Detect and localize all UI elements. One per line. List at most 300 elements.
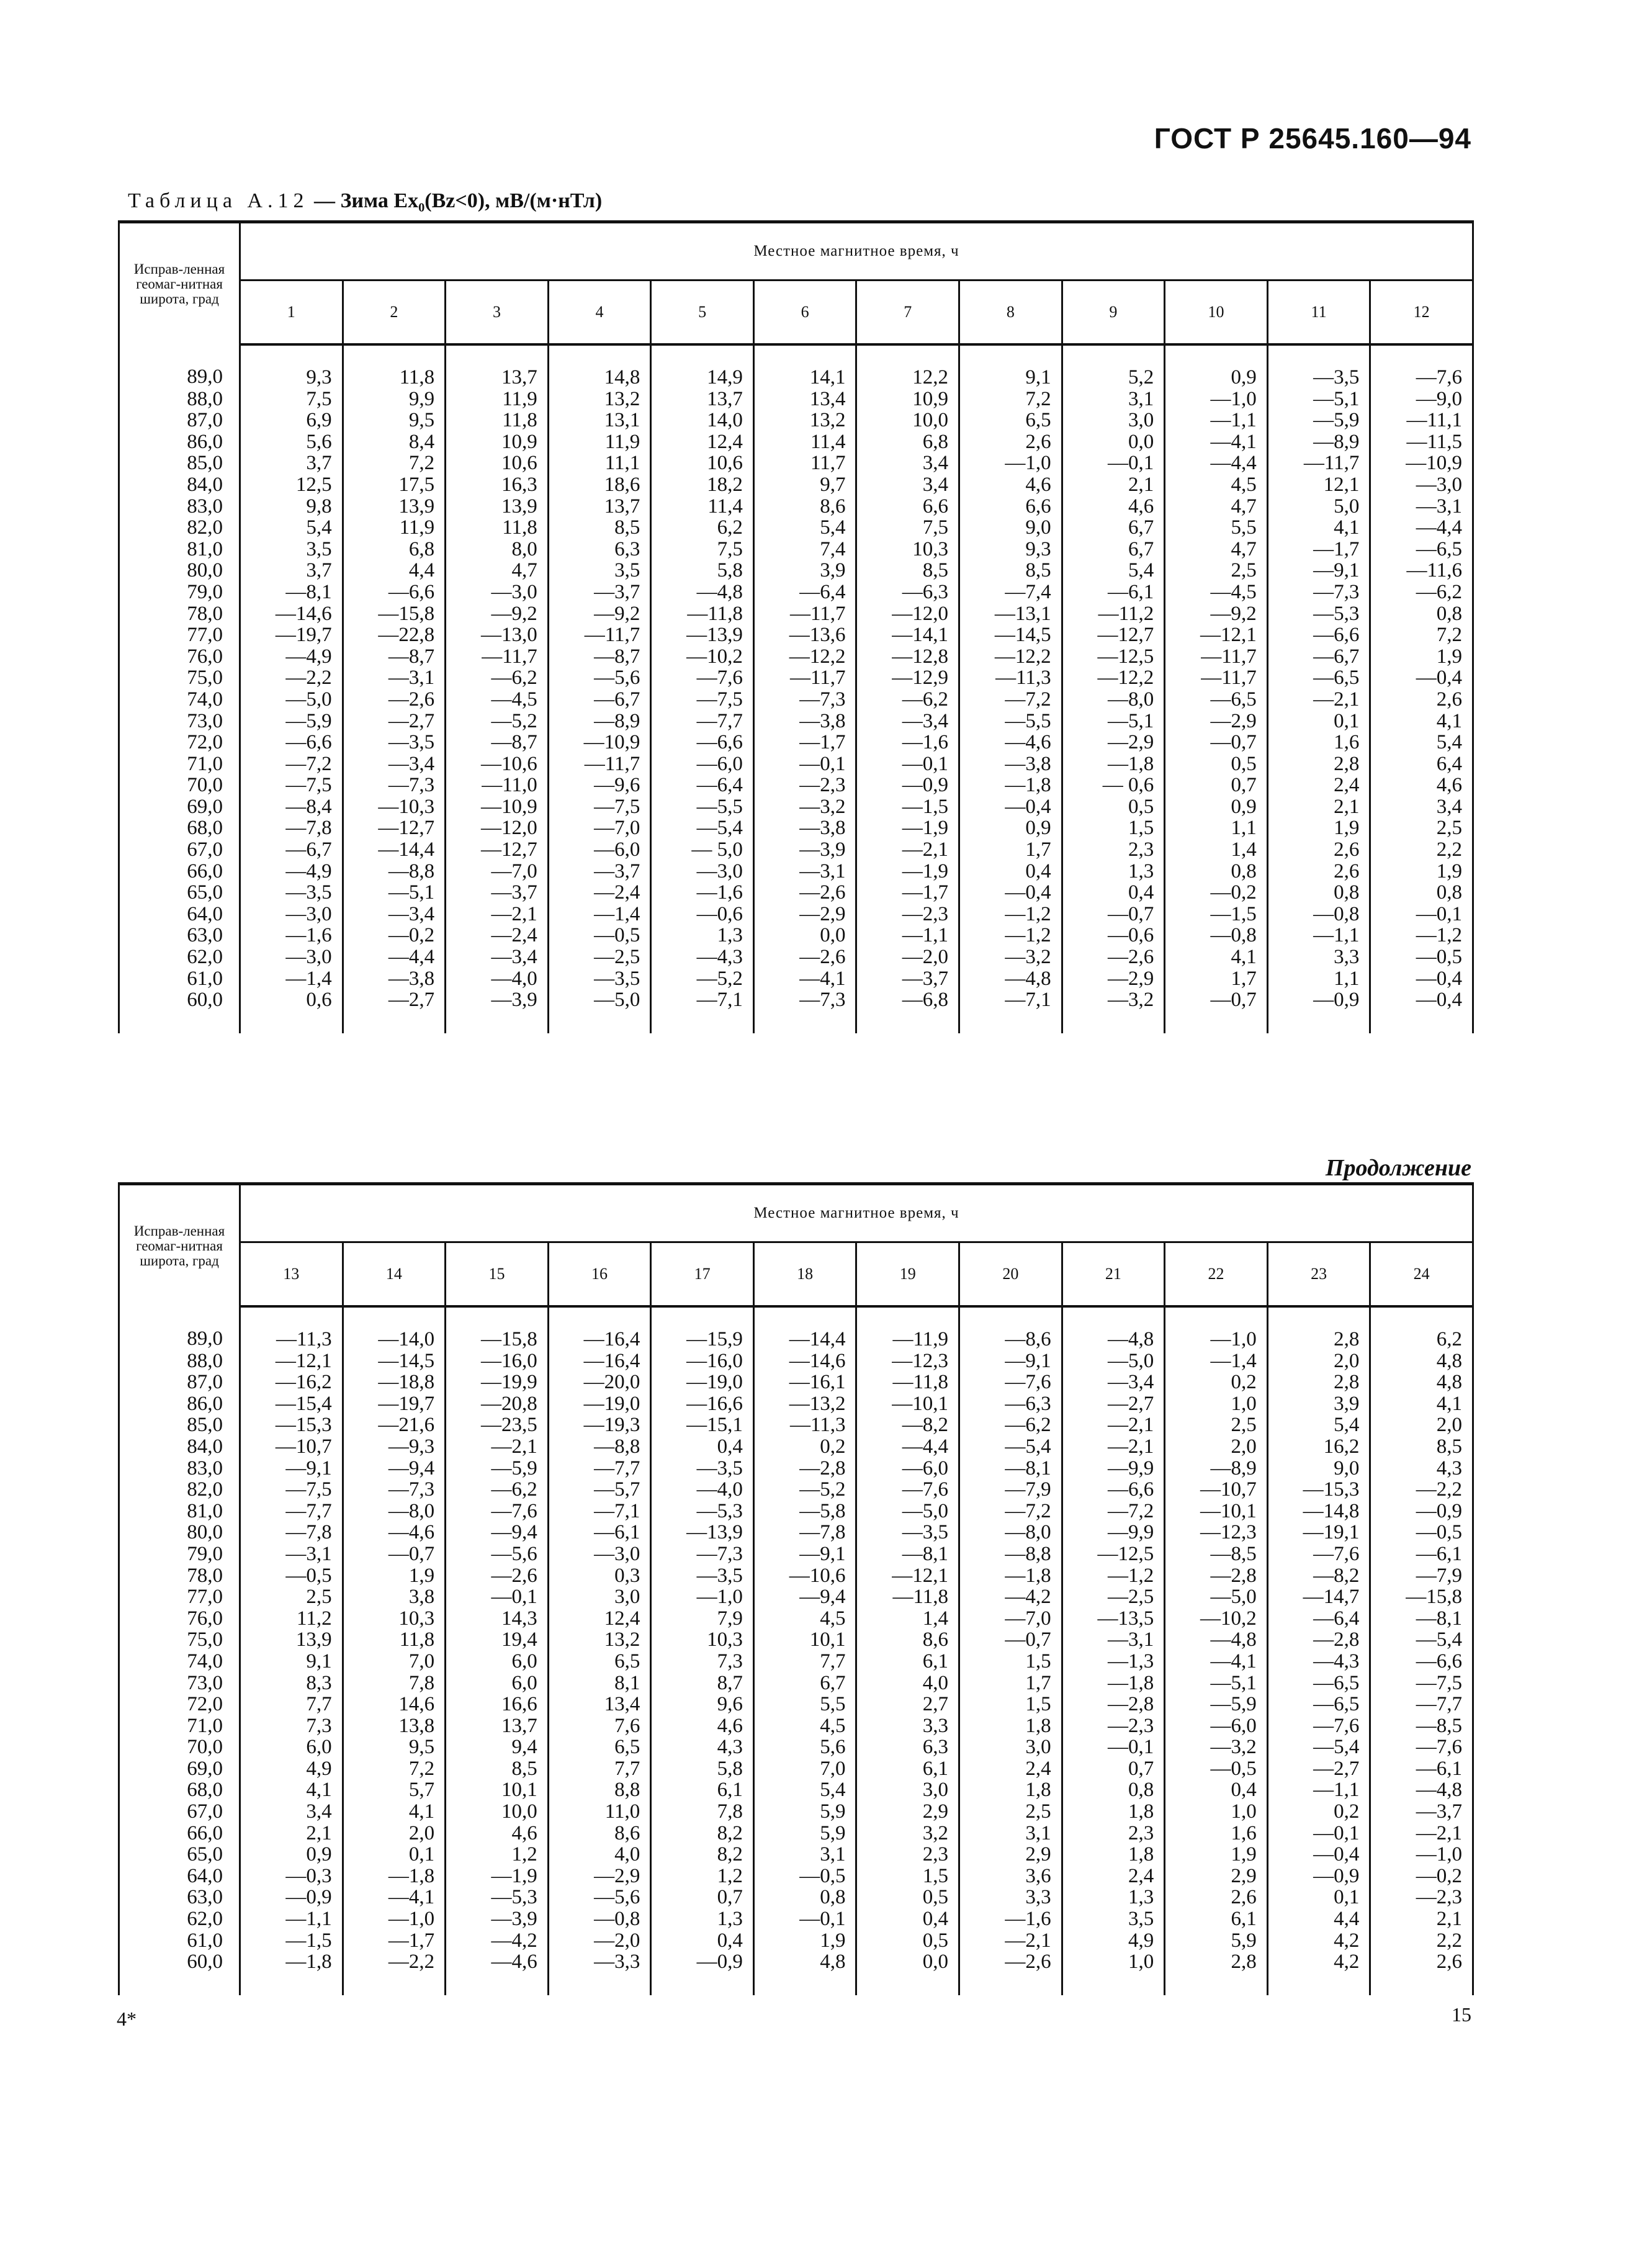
value-cell: 2,0 (343, 1823, 446, 1844)
table-row (119, 1866, 1473, 1887)
latitude-cell: 72,0 (119, 1694, 240, 1715)
value-cell: 6,5 (548, 1651, 651, 1673)
value-cell: —6,5 (1267, 1673, 1370, 1694)
value-cell: —6,6 (343, 581, 446, 603)
value-cell: —5,3 (1267, 603, 1370, 625)
value-cell: —8,2 (856, 1414, 959, 1436)
value-cell: —7,1 (548, 1501, 651, 1522)
table-row (119, 796, 1473, 818)
value-cell: —8,1 (1370, 1608, 1473, 1630)
value-cell: —4,8 (959, 968, 1062, 990)
table-row (119, 431, 1473, 453)
value-cell: —11,7 (1267, 452, 1370, 474)
value-cell: 3,0 (548, 1586, 651, 1608)
value-cell: —1,7 (343, 1930, 446, 1952)
value-cell: 3,3 (856, 1715, 959, 1737)
value-cell: —19,9 (446, 1372, 549, 1393)
value-cell: 5,4 (753, 1779, 856, 1801)
value-cell: 11,8 (343, 344, 446, 388)
value-cell: —8,9 (1267, 431, 1370, 453)
value-cell: 13,7 (548, 496, 651, 518)
value-cell: 6,7 (1062, 539, 1165, 560)
value-cell: —6,0 (1165, 1715, 1268, 1737)
value-cell: —1,1 (240, 1908, 343, 1930)
value-cell: —12,2 (753, 646, 856, 668)
value-cell: —9,1 (1267, 560, 1370, 581)
value-cell: 0,1 (1267, 711, 1370, 732)
value-cell: 2,5 (1165, 1414, 1268, 1436)
value-cell: 11,9 (446, 388, 549, 410)
value-cell: 11,8 (343, 1629, 446, 1651)
value-cell: —8,8 (548, 1436, 651, 1458)
value-cell: 3,3 (1267, 946, 1370, 968)
hour-column-header: 8 (959, 281, 1062, 345)
value-cell: 13,9 (343, 496, 446, 518)
value-cell: —10,9 (1370, 452, 1473, 474)
value-cell: —4,0 (446, 968, 549, 990)
value-cell: —20,0 (548, 1372, 651, 1393)
value-cell: 4,6 (651, 1715, 754, 1737)
value-cell: —11,7 (548, 753, 651, 775)
hour-column-header: 5 (651, 281, 754, 345)
value-cell: —1,8 (343, 1866, 446, 1887)
value-cell: —0,5 (1370, 1522, 1473, 1543)
value-cell: —8,1 (959, 1458, 1062, 1479)
value-cell: —0,7 (1062, 904, 1165, 925)
value-cell: 5,4 (1267, 1414, 1370, 1436)
latitude-cell: 85,0 (119, 452, 240, 474)
value-cell: 0,4 (959, 861, 1062, 882)
table-row (119, 1479, 1473, 1501)
value-cell: —9,1 (240, 1458, 343, 1479)
table-row (119, 1565, 1473, 1587)
value-cell: 7,9 (651, 1608, 754, 1630)
value-cell: —12,3 (856, 1350, 959, 1372)
value-cell: —7,6 (856, 1479, 959, 1501)
value-cell: —11,7 (1165, 667, 1268, 689)
value-cell: 2,0 (1267, 1350, 1370, 1372)
value-cell: —6,0 (856, 1458, 959, 1479)
latitude-cell: 69,0 (119, 796, 240, 818)
value-cell: 2,6 (1267, 839, 1370, 861)
value-cell: 6,0 (446, 1673, 549, 1694)
value-cell: —3,4 (343, 753, 446, 775)
value-cell: —2,3 (1062, 1715, 1165, 1737)
value-cell: —4,9 (240, 861, 343, 882)
value-cell: 5,5 (753, 1694, 856, 1715)
value-cell: —3,5 (651, 1458, 754, 1479)
value-cell: —9,4 (343, 1458, 446, 1479)
value-cell: 3,4 (856, 452, 959, 474)
value-cell: 9,5 (343, 410, 446, 431)
value-cell: —19,7 (240, 624, 343, 646)
value-cell: —5,5 (959, 711, 1062, 732)
value-cell: 1,8 (959, 1779, 1062, 1801)
value-cell: —0,2 (343, 925, 446, 946)
value-cell: 0,8 (1165, 861, 1268, 882)
value-cell: 2,8 (1267, 1306, 1370, 1350)
value-cell: 8,4 (343, 431, 446, 453)
value-cell: 0,8 (1370, 882, 1473, 904)
table-row (119, 1501, 1473, 1522)
value-cell: 5,0 (1267, 496, 1370, 518)
value-cell: 8,5 (446, 1758, 549, 1780)
value-cell: 6,1 (1165, 1908, 1268, 1930)
value-cell: —4,6 (959, 732, 1062, 753)
value-cell: 0,2 (753, 1436, 856, 1458)
value-cell: —3,5 (240, 882, 343, 904)
value-cell: —1,6 (240, 925, 343, 946)
value-cell: 1,7 (1165, 968, 1268, 990)
latitude-cell: 82,0 (119, 517, 240, 539)
value-cell: —3,7 (446, 882, 549, 904)
value-cell: 0,8 (753, 1887, 856, 1908)
value-cell: —16,0 (651, 1350, 754, 1372)
value-cell: 0,9 (1165, 796, 1268, 818)
value-cell: —11,7 (446, 646, 549, 668)
value-cell: 10,9 (446, 431, 549, 453)
value-cell: 4,6 (1062, 496, 1165, 518)
value-cell: —8,1 (856, 1543, 959, 1565)
value-cell: 6,5 (959, 410, 1062, 431)
table-caption-label: Таблица А.12 (128, 189, 309, 212)
value-cell: —16,0 (446, 1350, 549, 1372)
value-cell: —14,5 (959, 624, 1062, 646)
value-cell: —2,2 (343, 1951, 446, 1995)
value-cell: —3,0 (446, 581, 549, 603)
value-cell: 5,9 (753, 1823, 856, 1844)
value-cell: —0,1 (753, 1908, 856, 1930)
table-row (119, 474, 1473, 496)
value-cell: —15,1 (651, 1414, 754, 1436)
value-cell: 10,0 (446, 1801, 549, 1823)
value-cell: —11,7 (1165, 646, 1268, 668)
value-cell: —14,6 (753, 1350, 856, 1372)
data-table-hours-1-12 (118, 220, 1474, 1033)
value-cell: —22,8 (343, 624, 446, 646)
value-cell: —8,8 (959, 1543, 1062, 1565)
value-cell: —0,1 (753, 753, 856, 775)
value-cell: 4,7 (1165, 539, 1268, 560)
value-cell: —5,4 (651, 817, 754, 839)
value-cell: 2,8 (1165, 1951, 1268, 1995)
value-cell: —6,2 (446, 667, 549, 689)
value-cell: —1,7 (856, 882, 959, 904)
value-cell: —5,1 (1062, 711, 1165, 732)
value-cell: —5,0 (1165, 1586, 1268, 1608)
value-cell: 3,1 (753, 1844, 856, 1866)
latitude-cell: 86,0 (119, 431, 240, 453)
value-cell: —19,7 (343, 1393, 446, 1415)
value-cell: —9,2 (446, 603, 549, 625)
value-cell: 13,8 (343, 1715, 446, 1737)
value-cell: —7,6 (1370, 1736, 1473, 1758)
value-cell: —10,9 (446, 796, 549, 818)
value-cell: —7,8 (240, 1522, 343, 1543)
value-cell: 4,1 (240, 1779, 343, 1801)
value-cell: —1,8 (959, 775, 1062, 796)
value-cell: 13,7 (651, 388, 754, 410)
value-cell: 0,1 (343, 1844, 446, 1866)
value-cell: —3,1 (1370, 496, 1473, 518)
hour-column-header: 10 (1165, 281, 1268, 345)
value-cell: —0,7 (343, 1543, 446, 1565)
table-row (119, 1414, 1473, 1436)
value-cell: —7,6 (1370, 344, 1473, 388)
value-cell: —5,2 (753, 1479, 856, 1501)
value-cell: 11,9 (548, 431, 651, 453)
value-cell: 12,4 (548, 1608, 651, 1630)
value-cell: 12,2 (856, 344, 959, 388)
value-cell: —4,4 (1165, 452, 1268, 474)
table-row (119, 624, 1473, 646)
value-cell: 5,4 (240, 517, 343, 539)
value-cell: 7,8 (343, 1673, 446, 1694)
table-row (119, 1715, 1473, 1737)
value-cell: —4,5 (446, 689, 549, 711)
value-cell: —8,9 (1165, 1458, 1268, 1479)
value-cell: —8,1 (240, 581, 343, 603)
value-cell: —16,6 (651, 1393, 754, 1415)
value-cell: 9,3 (959, 539, 1062, 560)
value-cell: —6,3 (959, 1393, 1062, 1415)
value-cell: 7,2 (343, 452, 446, 474)
value-cell: —12,2 (1062, 667, 1165, 689)
value-cell: 2,3 (856, 1844, 959, 1866)
value-cell: —1,5 (1165, 904, 1268, 925)
value-cell: 6,2 (1370, 1306, 1473, 1350)
value-cell: —14,4 (753, 1306, 856, 1350)
value-cell: 6,3 (856, 1736, 959, 1758)
value-cell: —3,8 (343, 968, 446, 990)
value-cell: —3,2 (753, 796, 856, 818)
latitude-cell: 82,0 (119, 1479, 240, 1501)
value-cell: —0,9 (1370, 1501, 1473, 1522)
value-cell: —0,8 (548, 1908, 651, 1930)
value-cell: 1,0 (1062, 1951, 1165, 1995)
value-cell: 2,6 (959, 431, 1062, 453)
value-cell: —15,3 (1267, 1479, 1370, 1501)
value-cell: —2,6 (446, 1565, 549, 1587)
value-cell: —9,3 (343, 1436, 446, 1458)
latitude-cell: 80,0 (119, 1522, 240, 1543)
hour-column-header: 12 (1370, 281, 1473, 345)
value-cell: —12,7 (343, 817, 446, 839)
value-cell: —6,5 (1267, 1694, 1370, 1715)
value-cell: 4,5 (753, 1715, 856, 1737)
value-cell: —1,6 (959, 1908, 1062, 1930)
table-row (119, 1908, 1473, 1930)
latitude-cell: 79,0 (119, 1543, 240, 1565)
value-cell: 3,1 (959, 1823, 1062, 1844)
value-cell: —12,1 (1165, 624, 1268, 646)
value-cell: 4,8 (753, 1951, 856, 1995)
value-cell: —6,5 (1370, 539, 1473, 560)
table-row (119, 539, 1473, 560)
value-cell: —7,6 (1267, 1715, 1370, 1737)
value-cell: 5,6 (240, 431, 343, 453)
value-cell: —10,2 (651, 646, 754, 668)
value-cell: 0,0 (1062, 431, 1165, 453)
table-row (119, 646, 1473, 668)
value-cell: —1,6 (651, 882, 754, 904)
value-cell: 2,7 (856, 1694, 959, 1715)
value-cell: —7,6 (959, 1372, 1062, 1393)
value-cell: —12,8 (856, 646, 959, 668)
value-cell: 0,8 (1267, 882, 1370, 904)
value-cell: 16,3 (446, 474, 549, 496)
value-cell: —4,4 (1370, 517, 1473, 539)
hour-column-header: 2 (343, 281, 446, 345)
value-cell: 7,3 (651, 1651, 754, 1673)
value-cell: 12,1 (1267, 474, 1370, 496)
value-cell: —11,8 (856, 1372, 959, 1393)
value-cell: —3,7 (856, 968, 959, 990)
latitude-cell: 67,0 (119, 839, 240, 861)
value-cell: 3,0 (1062, 410, 1165, 431)
value-cell: 8,2 (651, 1844, 754, 1866)
value-cell: 7,8 (651, 1801, 754, 1823)
value-cell: —2,6 (753, 946, 856, 968)
value-cell: 3,4 (856, 474, 959, 496)
value-cell: —1,2 (1370, 925, 1473, 946)
value-cell: —3,0 (1370, 474, 1473, 496)
value-cell: 0,5 (1165, 753, 1268, 775)
value-cell: 7,6 (548, 1715, 651, 1737)
value-cell: —9,4 (753, 1586, 856, 1608)
value-cell: 1,9 (1165, 1844, 1268, 1866)
value-cell: 9,8 (240, 496, 343, 518)
value-cell: —2,0 (856, 946, 959, 968)
value-cell: 9,3 (240, 344, 343, 388)
value-cell: —11,6 (1370, 560, 1473, 581)
table-row (119, 603, 1473, 625)
value-cell: 8,8 (548, 1779, 651, 1801)
latitude-cell: 81,0 (119, 1501, 240, 1522)
value-cell: 3,8 (343, 1586, 446, 1608)
value-cell: — 5,0 (651, 839, 754, 861)
value-cell: —12,7 (1062, 624, 1165, 646)
table-row (119, 517, 1473, 539)
value-cell: 1,2 (651, 1866, 754, 1887)
value-cell: —11,7 (753, 603, 856, 625)
value-cell: 2,1 (240, 1823, 343, 1844)
table-row (119, 1306, 1473, 1350)
value-cell: —7,3 (651, 1543, 754, 1565)
value-cell: —7,6 (446, 1501, 549, 1522)
value-cell: —12,2 (959, 646, 1062, 668)
value-cell: —7,8 (240, 817, 343, 839)
value-cell: —7,3 (1267, 581, 1370, 603)
value-cell: 0,4 (651, 1930, 754, 1952)
value-cell: —5,0 (1062, 1350, 1165, 1372)
value-cell: —3,0 (240, 946, 343, 968)
value-cell: 6,7 (753, 1673, 856, 1694)
value-cell: 0,7 (1062, 1758, 1165, 1780)
value-cell: —10,7 (240, 1436, 343, 1458)
value-cell: 3,9 (753, 560, 856, 581)
value-cell: —1,9 (446, 1866, 549, 1887)
value-cell: —0,9 (856, 775, 959, 796)
time-column-group-header: Местное магнитное время, ч (240, 1184, 1473, 1242)
value-cell: 0,4 (856, 1908, 959, 1930)
table-row (119, 732, 1473, 753)
value-cell: —1,5 (240, 1930, 343, 1952)
table-row (119, 1543, 1473, 1565)
value-cell: 8,2 (651, 1823, 754, 1844)
value-cell: 14,6 (343, 1694, 446, 1715)
value-cell: —4,1 (1165, 1651, 1268, 1673)
table-row (119, 1887, 1473, 1908)
value-cell: 18,2 (651, 474, 754, 496)
value-cell: —0,2 (1165, 882, 1268, 904)
value-cell: —1,5 (856, 796, 959, 818)
value-cell: —2,6 (1062, 946, 1165, 968)
value-cell: —1,8 (1062, 753, 1165, 775)
latitude-cell: 69,0 (119, 1758, 240, 1780)
latitude-cell: 88,0 (119, 1350, 240, 1372)
value-cell: 4,0 (856, 1673, 959, 1694)
value-cell: —0,2 (1370, 1866, 1473, 1887)
value-cell: 3,5 (548, 560, 651, 581)
value-cell: 11,4 (753, 431, 856, 453)
table-row (119, 1393, 1473, 1415)
value-cell: —11,7 (753, 667, 856, 689)
value-cell: —8,9 (548, 711, 651, 732)
value-cell: —2,8 (1062, 1694, 1165, 1715)
value-cell: —0,7 (959, 1629, 1062, 1651)
value-cell: 1,9 (753, 1930, 856, 1952)
table-caption (128, 189, 602, 213)
table-row (119, 882, 1473, 904)
value-cell: 0,2 (1165, 1372, 1268, 1393)
value-cell: 2,6 (1165, 1887, 1268, 1908)
value-cell: 9,4 (446, 1736, 549, 1758)
value-cell: —3,5 (343, 732, 446, 753)
value-cell: —16,4 (548, 1350, 651, 1372)
value-cell: —2,1 (856, 839, 959, 861)
value-cell: —3,1 (343, 667, 446, 689)
value-cell: 2,2 (1370, 839, 1473, 861)
value-cell: 11,7 (753, 452, 856, 474)
value-cell: —0,1 (1062, 452, 1165, 474)
value-cell: 1,4 (856, 1608, 959, 1630)
value-cell: —4,3 (651, 946, 754, 968)
value-cell: —11,1 (1370, 410, 1473, 431)
value-cell: —0,3 (240, 1866, 343, 1887)
table-row (119, 946, 1473, 968)
value-cell: —7,4 (959, 581, 1062, 603)
value-cell: —12,5 (1062, 646, 1165, 668)
value-cell: —10,6 (753, 1565, 856, 1587)
value-cell: —10,2 (1165, 1608, 1268, 1630)
value-cell: 3,3 (959, 1887, 1062, 1908)
table-row (119, 1522, 1473, 1543)
value-cell: —5,9 (240, 711, 343, 732)
table-row (119, 1779, 1473, 1801)
table-row (119, 1608, 1473, 1630)
latitude-cell: 60,0 (119, 1951, 240, 1995)
value-cell: 4,8 (1370, 1350, 1473, 1372)
value-cell: 12,4 (651, 431, 754, 453)
value-cell: —8,2 (1267, 1565, 1370, 1587)
value-cell: —2,6 (343, 689, 446, 711)
value-cell: —1,3 (1062, 1651, 1165, 1673)
value-cell: —6,3 (856, 581, 959, 603)
value-cell: —1,0 (1165, 1306, 1268, 1350)
value-cell: —6,4 (1267, 1608, 1370, 1630)
value-cell: 3,4 (1370, 796, 1473, 818)
